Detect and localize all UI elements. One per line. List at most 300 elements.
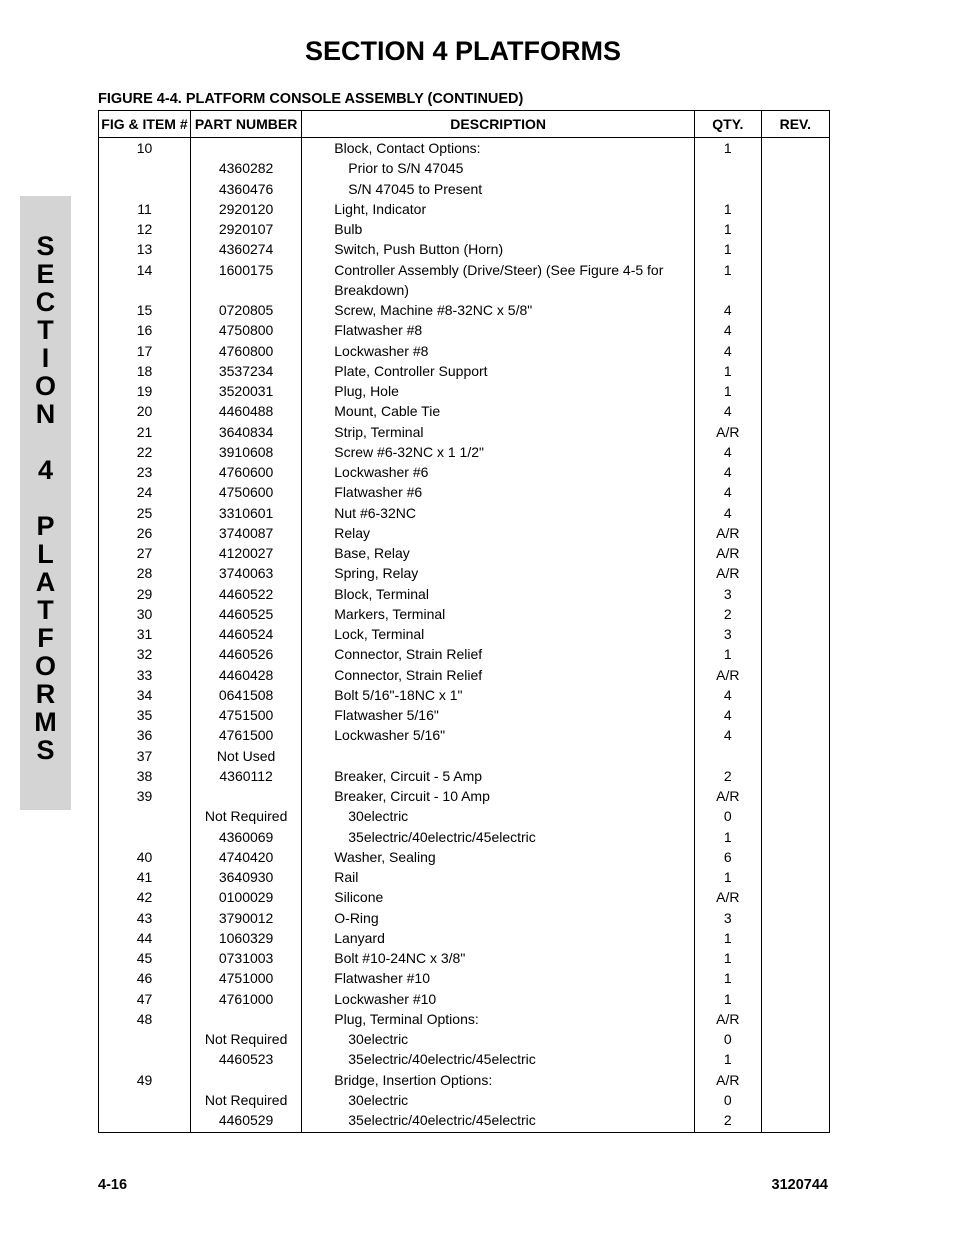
item-cell: 30: [99, 604, 191, 624]
table-row: [99, 584, 830, 604]
item-cell: 13: [99, 239, 191, 259]
rev-cell: [761, 401, 829, 421]
qty-cell: 4: [695, 725, 762, 745]
part-number-cell: Not Required: [190, 806, 301, 826]
description-cell: Mount, Cable Tie: [302, 401, 695, 421]
table-row: [99, 442, 830, 462]
table-row: [99, 685, 830, 705]
part-number-cell: 2920120: [190, 199, 301, 219]
item-cell: 12: [99, 219, 191, 239]
table-row: [99, 300, 830, 320]
table-row: [99, 806, 830, 826]
qty-cell: 1: [695, 219, 762, 239]
qty-cell: 2: [695, 604, 762, 624]
rev-cell: [761, 968, 829, 988]
rev-cell: [761, 179, 829, 199]
part-number-cell: 4750800: [190, 320, 301, 340]
part-number-cell: 4761000: [190, 989, 301, 1009]
qty-cell: A/R: [695, 665, 762, 685]
description-cell: Plug, Terminal Options:: [302, 1009, 695, 1029]
description-cell: Plug, Hole: [302, 381, 695, 401]
table-row: [99, 401, 830, 421]
rev-cell: [761, 644, 829, 664]
item-cell: 41: [99, 867, 191, 887]
description-cell: Lockwasher #8: [302, 341, 695, 361]
qty-cell: [695, 280, 762, 300]
rev-cell: [761, 260, 829, 280]
side-tab-letter: O: [34, 651, 56, 681]
rev-cell: [761, 138, 829, 159]
item-cell: 49: [99, 1070, 191, 1090]
item-cell: 40: [99, 847, 191, 867]
side-tab-letter: N: [35, 399, 56, 429]
qty-cell: 0: [695, 806, 762, 826]
table-row: [99, 867, 830, 887]
description-cell: Lanyard: [302, 928, 695, 948]
rev-cell: [761, 867, 829, 887]
part-number-cell: 4360476: [190, 179, 301, 199]
rev-cell: [761, 503, 829, 523]
side-tab-letter: E: [36, 259, 55, 289]
description-cell: Breaker, Circuit - 5 Amp: [302, 766, 695, 786]
item-cell: 11: [99, 199, 191, 219]
side-tab-letters: [20, 232, 71, 764]
item-cell: 44: [99, 928, 191, 948]
qty-cell: 3: [695, 624, 762, 644]
part-number-cell: Not Used: [190, 746, 301, 766]
item-cell: 36: [99, 725, 191, 745]
description-cell: Breakdown): [302, 280, 695, 300]
qty-cell: A/R: [695, 543, 762, 563]
table-row: [99, 665, 830, 685]
description-cell: Controller Assembly (Drive/Steer) (See Figure 4-5 for: [302, 260, 695, 280]
part-number-cell: 4360112: [190, 766, 301, 786]
description-cell: Screw #6-32NC x 1 1/2": [302, 442, 695, 462]
item-cell: [99, 1029, 191, 1049]
table-row: [99, 604, 830, 624]
description-cell: Plate, Controller Support: [302, 361, 695, 381]
description-cell: Block, Contact Options:: [302, 138, 695, 159]
part-number-cell: 0100029: [190, 887, 301, 907]
column-header-description: DESCRIPTION: [302, 111, 695, 138]
table-row: [99, 1110, 830, 1133]
table-row: [99, 847, 830, 867]
qty-cell: 4: [695, 482, 762, 502]
part-number-cell: 4760600: [190, 462, 301, 482]
description-cell: Flatwasher #8: [302, 320, 695, 340]
section-side-tab: [20, 196, 71, 810]
rev-cell: [761, 989, 829, 1009]
description-cell: Lockwasher #10: [302, 989, 695, 1009]
table-row: [99, 725, 830, 745]
qty-cell: 2: [695, 766, 762, 786]
table-row: [99, 786, 830, 806]
description-cell: Washer, Sealing: [302, 847, 695, 867]
part-number-cell: [190, 1009, 301, 1029]
qty-cell: 0: [695, 1029, 762, 1049]
description-cell: 30electric: [302, 806, 695, 826]
table-row: [99, 341, 830, 361]
part-number-cell: [190, 1070, 301, 1090]
rev-cell: [761, 523, 829, 543]
item-cell: 19: [99, 381, 191, 401]
description-cell: 30electric: [302, 1029, 695, 1049]
qty-cell: 3: [695, 908, 762, 928]
item-cell: 46: [99, 968, 191, 988]
part-number-cell: 3640930: [190, 867, 301, 887]
rev-cell: [761, 462, 829, 482]
rev-cell: [761, 584, 829, 604]
description-cell: Screw, Machine #8-32NC x 5/8": [302, 300, 695, 320]
column-header-rev: REV.: [761, 111, 829, 138]
qty-cell: 4: [695, 300, 762, 320]
rev-cell: [761, 705, 829, 725]
part-number-cell: 0731003: [190, 948, 301, 968]
table-row: [99, 1070, 830, 1090]
qty-cell: 1: [695, 361, 762, 381]
item-cell: 27: [99, 543, 191, 563]
side-tab-letter: M: [34, 707, 57, 737]
description-cell: Bridge, Insertion Options:: [302, 1070, 695, 1090]
item-cell: 15: [99, 300, 191, 320]
part-number-cell: 1600175: [190, 260, 301, 280]
rev-cell: [761, 1090, 829, 1110]
rev-cell: [761, 624, 829, 644]
table-row: [99, 644, 830, 664]
qty-cell: 1: [695, 827, 762, 847]
part-number-cell: 3790012: [190, 908, 301, 928]
description-cell: Bulb: [302, 219, 695, 239]
description-cell: O-Ring: [302, 908, 695, 928]
table-row: [99, 320, 830, 340]
item-cell: 14: [99, 260, 191, 280]
table-row: [99, 624, 830, 644]
table-row: [99, 563, 830, 583]
qty-cell: 4: [695, 503, 762, 523]
document-number: 3120744: [771, 1177, 828, 1193]
description-cell: Lock, Terminal: [302, 624, 695, 644]
description-cell: Bolt 5/16"-18NC x 1": [302, 685, 695, 705]
qty-cell: 2: [695, 1110, 762, 1133]
part-number-cell: 4360069: [190, 827, 301, 847]
part-number-cell: 2920107: [190, 219, 301, 239]
table-row: [99, 482, 830, 502]
section-title: SECTION 4 PLATFORMS: [304, 36, 621, 66]
qty-cell: A/R: [695, 523, 762, 543]
rev-cell: [761, 1009, 829, 1029]
side-tab-letter: L: [37, 539, 54, 569]
rev-cell: [761, 847, 829, 867]
part-number-cell: 4460428: [190, 665, 301, 685]
rev-cell: [761, 786, 829, 806]
part-number-cell: 3910608: [190, 442, 301, 462]
description-cell: Prior to S/N 47045: [302, 158, 695, 178]
part-number-cell: Not Required: [190, 1029, 301, 1049]
part-number-cell: 0641508: [190, 685, 301, 705]
figure-title: FIGURE 4-4. PLATFORM CONSOLE ASSEMBLY (CONTINUED): [98, 91, 524, 107]
rev-cell: [761, 725, 829, 745]
part-number-cell: 4740420: [190, 847, 301, 867]
description-cell: Light, Indicator: [302, 199, 695, 219]
item-cell: 48: [99, 1009, 191, 1029]
qty-cell: 1: [695, 260, 762, 280]
side-tab-letter: A: [35, 567, 56, 597]
side-tab-letter: S: [36, 735, 55, 765]
qty-cell: 6: [695, 847, 762, 867]
part-number-cell: 3310601: [190, 503, 301, 523]
side-tab-letter: C: [35, 287, 56, 317]
item-cell: 24: [99, 482, 191, 502]
side-tab-letter: F: [37, 623, 54, 653]
parts-table-body: [99, 138, 830, 1133]
part-number-cell: [190, 786, 301, 806]
table-row: [99, 705, 830, 725]
item-cell: 47: [99, 989, 191, 1009]
rev-cell: [761, 1049, 829, 1069]
part-number-cell: 3537234: [190, 361, 301, 381]
description-cell: S/N 47045 to Present: [302, 179, 695, 199]
item-cell: 33: [99, 665, 191, 685]
table-row: [99, 827, 830, 847]
item-cell: 37: [99, 746, 191, 766]
table-row: [99, 948, 830, 968]
qty-cell: A/R: [695, 786, 762, 806]
qty-cell: A/R: [695, 1009, 762, 1029]
item-cell: 26: [99, 523, 191, 543]
rev-cell: [761, 806, 829, 826]
rev-cell: [761, 665, 829, 685]
description-cell: 35electric/40electric/45electric: [302, 827, 695, 847]
qty-cell: A/R: [695, 422, 762, 442]
item-cell: 10: [99, 138, 191, 159]
part-number-cell: 1060329: [190, 928, 301, 948]
table-row: [99, 503, 830, 523]
qty-cell: 1: [695, 948, 762, 968]
qty-cell: 1: [695, 138, 762, 159]
part-number-cell: 4460488: [190, 401, 301, 421]
rev-cell: [761, 827, 829, 847]
rev-cell: [761, 482, 829, 502]
page-number: 4-16: [98, 1177, 128, 1193]
table-row: [99, 1009, 830, 1029]
rev-cell: [761, 199, 829, 219]
side-tab-letter: T: [37, 315, 54, 345]
table-row: [99, 422, 830, 442]
side-tab-letter: O: [34, 371, 56, 401]
description-cell: Lockwasher 5/16": [302, 725, 695, 745]
table-row: [99, 239, 830, 259]
qty-cell: [695, 746, 762, 766]
side-tab-letter: I: [41, 343, 50, 373]
description-cell: 35electric/40electric/45electric: [302, 1110, 695, 1133]
description-cell: Flatwasher #10: [302, 968, 695, 988]
side-tab-letter: 4: [37, 455, 54, 485]
description-cell: Relay: [302, 523, 695, 543]
item-cell: 28: [99, 563, 191, 583]
item-cell: [99, 1090, 191, 1110]
rev-cell: [761, 300, 829, 320]
rev-cell: [761, 746, 829, 766]
part-number-cell: 4360274: [190, 239, 301, 259]
description-cell: Markers, Terminal: [302, 604, 695, 624]
part-number-cell: 3640834: [190, 422, 301, 442]
description-cell: Flatwasher #6: [302, 482, 695, 502]
item-cell: 18: [99, 361, 191, 381]
part-number-cell: 4120027: [190, 543, 301, 563]
qty-cell: 1: [695, 239, 762, 259]
table-row: [99, 138, 830, 159]
item-cell: 21: [99, 422, 191, 442]
table-row: [99, 887, 830, 907]
description-cell: 35electric/40electric/45electric: [302, 1049, 695, 1069]
part-number-cell: 0720805: [190, 300, 301, 320]
description-cell: Connector, Strain Relief: [302, 644, 695, 664]
qty-cell: 1: [695, 968, 762, 988]
item-cell: [99, 806, 191, 826]
rev-cell: [761, 908, 829, 928]
part-number-cell: 4460524: [190, 624, 301, 644]
part-number-cell: 4750600: [190, 482, 301, 502]
table-row: [99, 968, 830, 988]
part-number-cell: [190, 280, 301, 300]
table-row: [99, 1049, 830, 1069]
table-row: [99, 1029, 830, 1049]
item-cell: [99, 1049, 191, 1069]
table-row: [99, 928, 830, 948]
description-cell: Block, Terminal: [302, 584, 695, 604]
rev-cell: [761, 219, 829, 239]
qty-cell: 4: [695, 705, 762, 725]
qty-cell: 4: [695, 462, 762, 482]
table-row: [99, 766, 830, 786]
table-row: [99, 1090, 830, 1110]
part-number-cell: 3520031: [190, 381, 301, 401]
table-row: [99, 523, 830, 543]
table-row: [99, 908, 830, 928]
rev-cell: [761, 604, 829, 624]
item-cell: 17: [99, 341, 191, 361]
part-number-cell: 4760800: [190, 341, 301, 361]
parts-table: [98, 110, 830, 1133]
description-cell: 30electric: [302, 1090, 695, 1110]
description-cell: Breaker, Circuit - 10 Amp: [302, 786, 695, 806]
rev-cell: [761, 948, 829, 968]
item-cell: 34: [99, 685, 191, 705]
qty-cell: 1: [695, 381, 762, 401]
item-cell: 23: [99, 462, 191, 482]
item-cell: 39: [99, 786, 191, 806]
rev-cell: [761, 442, 829, 462]
qty-cell: 4: [695, 442, 762, 462]
table-row: [99, 746, 830, 766]
description-cell: Rail: [302, 867, 695, 887]
qty-cell: A/R: [695, 1070, 762, 1090]
item-cell: 35: [99, 705, 191, 725]
part-number-cell: 4751500: [190, 705, 301, 725]
rev-cell: [761, 422, 829, 442]
item-cell: 20: [99, 401, 191, 421]
item-cell: 25: [99, 503, 191, 523]
part-number-cell: 4360282: [190, 158, 301, 178]
item-cell: [99, 1110, 191, 1133]
column-header-item: FIG & ITEM #: [99, 111, 191, 138]
item-cell: 22: [99, 442, 191, 462]
part-number-cell: 4460523: [190, 1049, 301, 1069]
qty-cell: A/R: [695, 563, 762, 583]
qty-cell: 4: [695, 341, 762, 361]
description-cell: Switch, Push Button (Horn): [302, 239, 695, 259]
table-row: [99, 199, 830, 219]
rev-cell: [761, 341, 829, 361]
description-cell: Strip, Terminal: [302, 422, 695, 442]
rev-cell: [761, 239, 829, 259]
description-cell: Silicone: [302, 887, 695, 907]
rev-cell: [761, 361, 829, 381]
rev-cell: [761, 928, 829, 948]
table-row: [99, 989, 830, 1009]
description-cell: Flatwasher 5/16": [302, 705, 695, 725]
column-header-part-number: PART NUMBER: [190, 111, 301, 138]
qty-cell: 1: [695, 644, 762, 664]
table-row: [99, 381, 830, 401]
qty-cell: 4: [695, 320, 762, 340]
rev-cell: [761, 1070, 829, 1090]
qty-cell: 0: [695, 1090, 762, 1110]
side-tab-letter: P: [36, 511, 55, 541]
table-row: [99, 260, 830, 280]
rev-cell: [761, 1110, 829, 1133]
description-cell: Spring, Relay: [302, 563, 695, 583]
item-cell: [99, 280, 191, 300]
part-number-cell: 4751000: [190, 968, 301, 988]
part-number-cell: 4761500: [190, 725, 301, 745]
rev-cell: [761, 685, 829, 705]
item-cell: 42: [99, 887, 191, 907]
rev-cell: [761, 381, 829, 401]
table-row: [99, 543, 830, 563]
qty-cell: 4: [695, 685, 762, 705]
part-number-cell: 4460526: [190, 644, 301, 664]
qty-cell: [695, 158, 762, 178]
item-cell: 32: [99, 644, 191, 664]
table-row: [99, 280, 830, 300]
part-number-cell: 4460529: [190, 1110, 301, 1133]
rev-cell: [761, 766, 829, 786]
table-row: [99, 158, 830, 178]
rev-cell: [761, 543, 829, 563]
qty-cell: 3: [695, 584, 762, 604]
item-cell: [99, 158, 191, 178]
description-cell: Connector, Strain Relief: [302, 665, 695, 685]
item-cell: 16: [99, 320, 191, 340]
rev-cell: [761, 158, 829, 178]
description-cell: Bolt #10-24NC x 3/8": [302, 948, 695, 968]
description-cell: Base, Relay: [302, 543, 695, 563]
description-cell: Nut #6-32NC: [302, 503, 695, 523]
rev-cell: [761, 563, 829, 583]
table-header-row: [99, 111, 830, 138]
side-tab-letter: S: [36, 231, 55, 261]
qty-cell: 1: [695, 928, 762, 948]
item-cell: 29: [99, 584, 191, 604]
side-tab-letter: T: [37, 595, 54, 625]
part-number-cell: 4460525: [190, 604, 301, 624]
qty-cell: 4: [695, 401, 762, 421]
rev-cell: [761, 320, 829, 340]
table-row: [99, 179, 830, 199]
rev-cell: [761, 280, 829, 300]
side-tab-letter: R: [35, 679, 56, 709]
